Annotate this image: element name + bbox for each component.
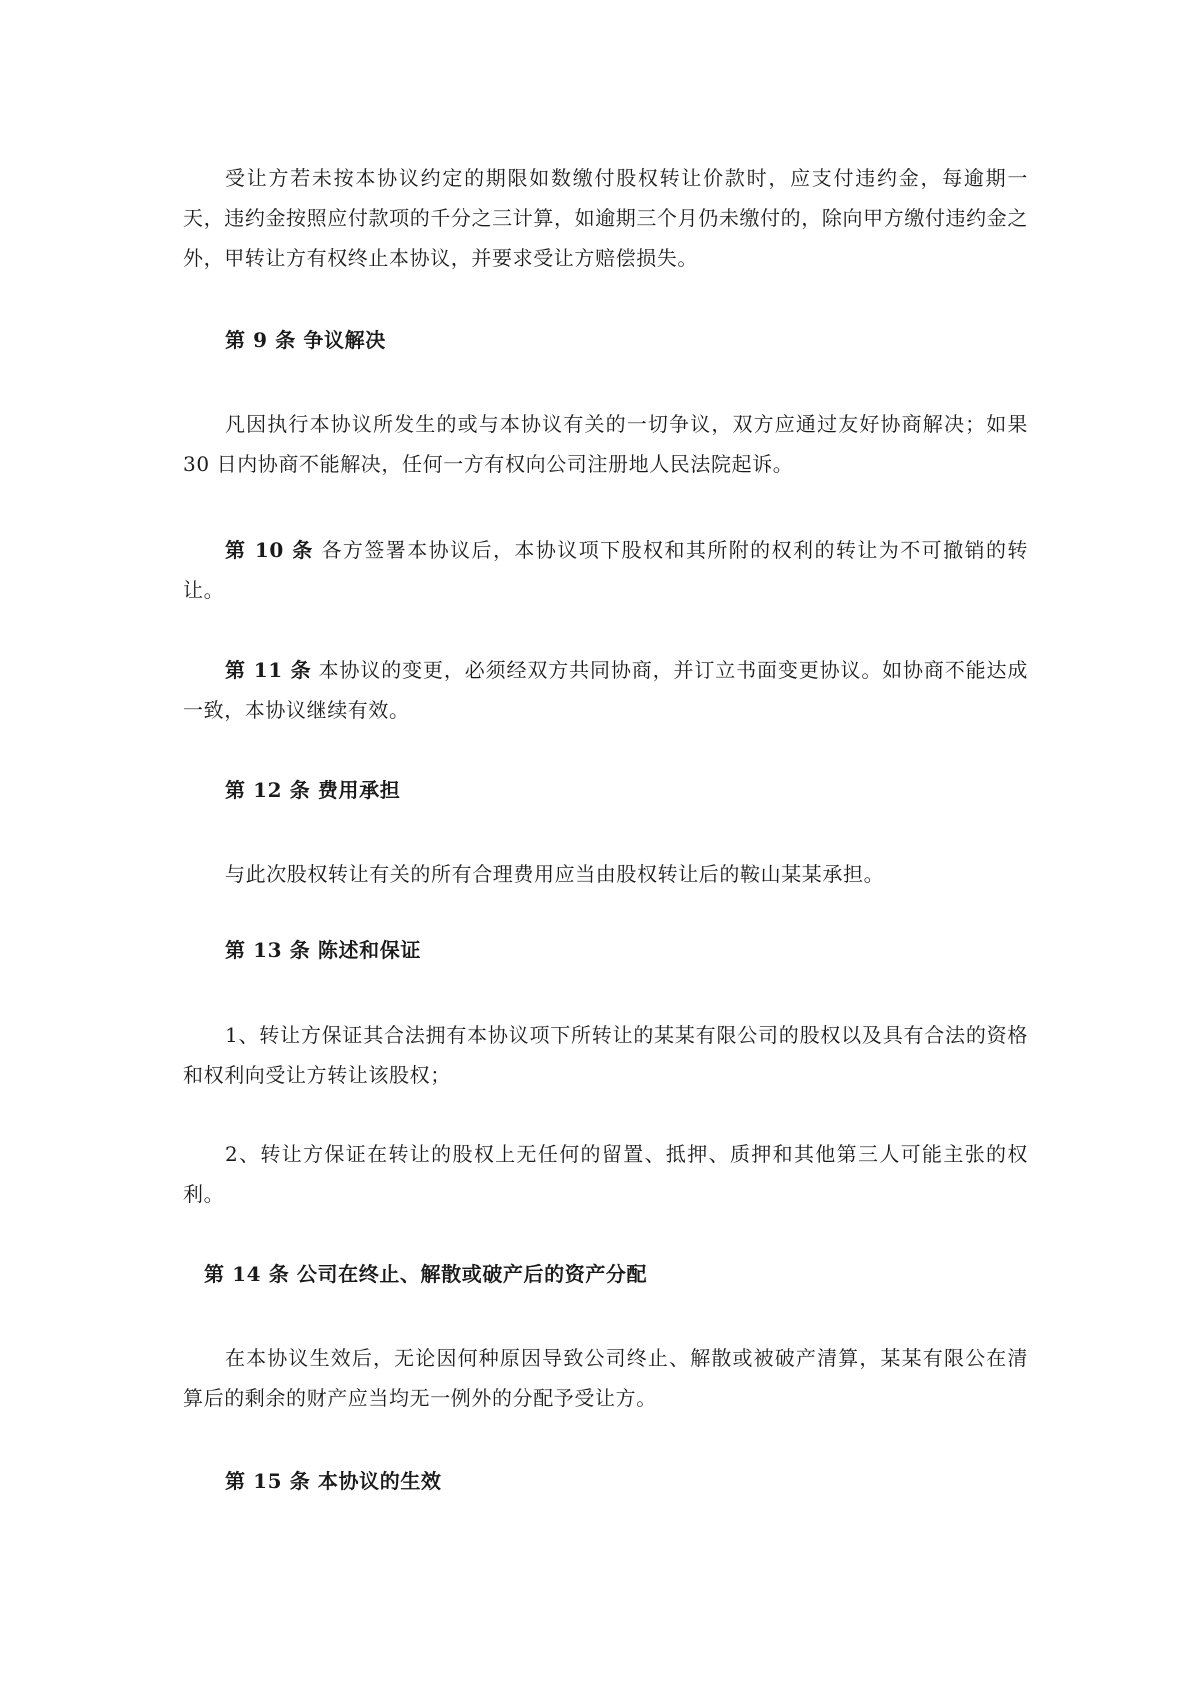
breach-paragraph: 受让方若未按本协议约定的期限如数缴付股权转让价款时，应支付违约金，每逾期一天，违约金按照应付款项的千分之三计算，如逾期三个月仍未缴付的，除向甲方缴付违约金之外，甲转让方有权终止本协议，并要求受让方赔偿损失。 <box>183 166 1028 270</box>
article-10-text: 各方签署本协议后，本协议项下股权和其所附的权利的转让为不可撤销的转让。 <box>183 538 1028 602</box>
article-11-paragraph <box>183 650 1028 730</box>
article-10-label: 第 10 条 <box>225 538 314 562</box>
article-11-label: 第 11 条 <box>225 658 312 682</box>
article-13-heading: 第 13 条 陈述和保证 <box>225 938 421 962</box>
article-14-heading: 第 14 条 公司在终止、解散或破产后的资产分配 <box>204 1262 648 1286</box>
article-12-heading: 第 12 条 费用承担 <box>225 778 401 802</box>
article-9-heading: 第 9 条 争议解决 <box>225 328 386 352</box>
article-14-text: 在本协议生效后，无论因何种原因导致公司终止、解散或被破产清算，某某有限公在清算后的剩余的财产应当均无一例外的分配予受让方。 <box>183 1346 1028 1410</box>
article-12-text: 与此次股权转让有关的所有合理费用应当由股权转让后的鞍山某某承担。 <box>225 862 885 886</box>
article-10-paragraph <box>183 530 1028 610</box>
article-15-heading: 第 15 条 本协议的生效 <box>225 1469 442 1493</box>
article-13-item-2: 2、转让方保证在转让的股权上无任何的留置、抵押、质押和其他第三人可能主张的权利。 <box>183 1142 1028 1206</box>
article-13-item-1: 1、转让方保证其合法拥有本协议项下所转让的某某有限公司的股权以及具有合法的资格和权利向受让方转让该股权； <box>183 1023 1028 1087</box>
article-9-text: 凡因执行本协议所发生的或与本协议有关的一切争议，双方应通过友好协商解决；如果30 日内协商不能解决，任何一方有权向公司注册地人民法院起诉。 <box>183 412 1028 476</box>
article-11-text: 本协议的变更，必须经双方共同协商，并订立书面变更协议。如协商不能达成一致，本协议继续有效。 <box>183 658 1029 722</box>
